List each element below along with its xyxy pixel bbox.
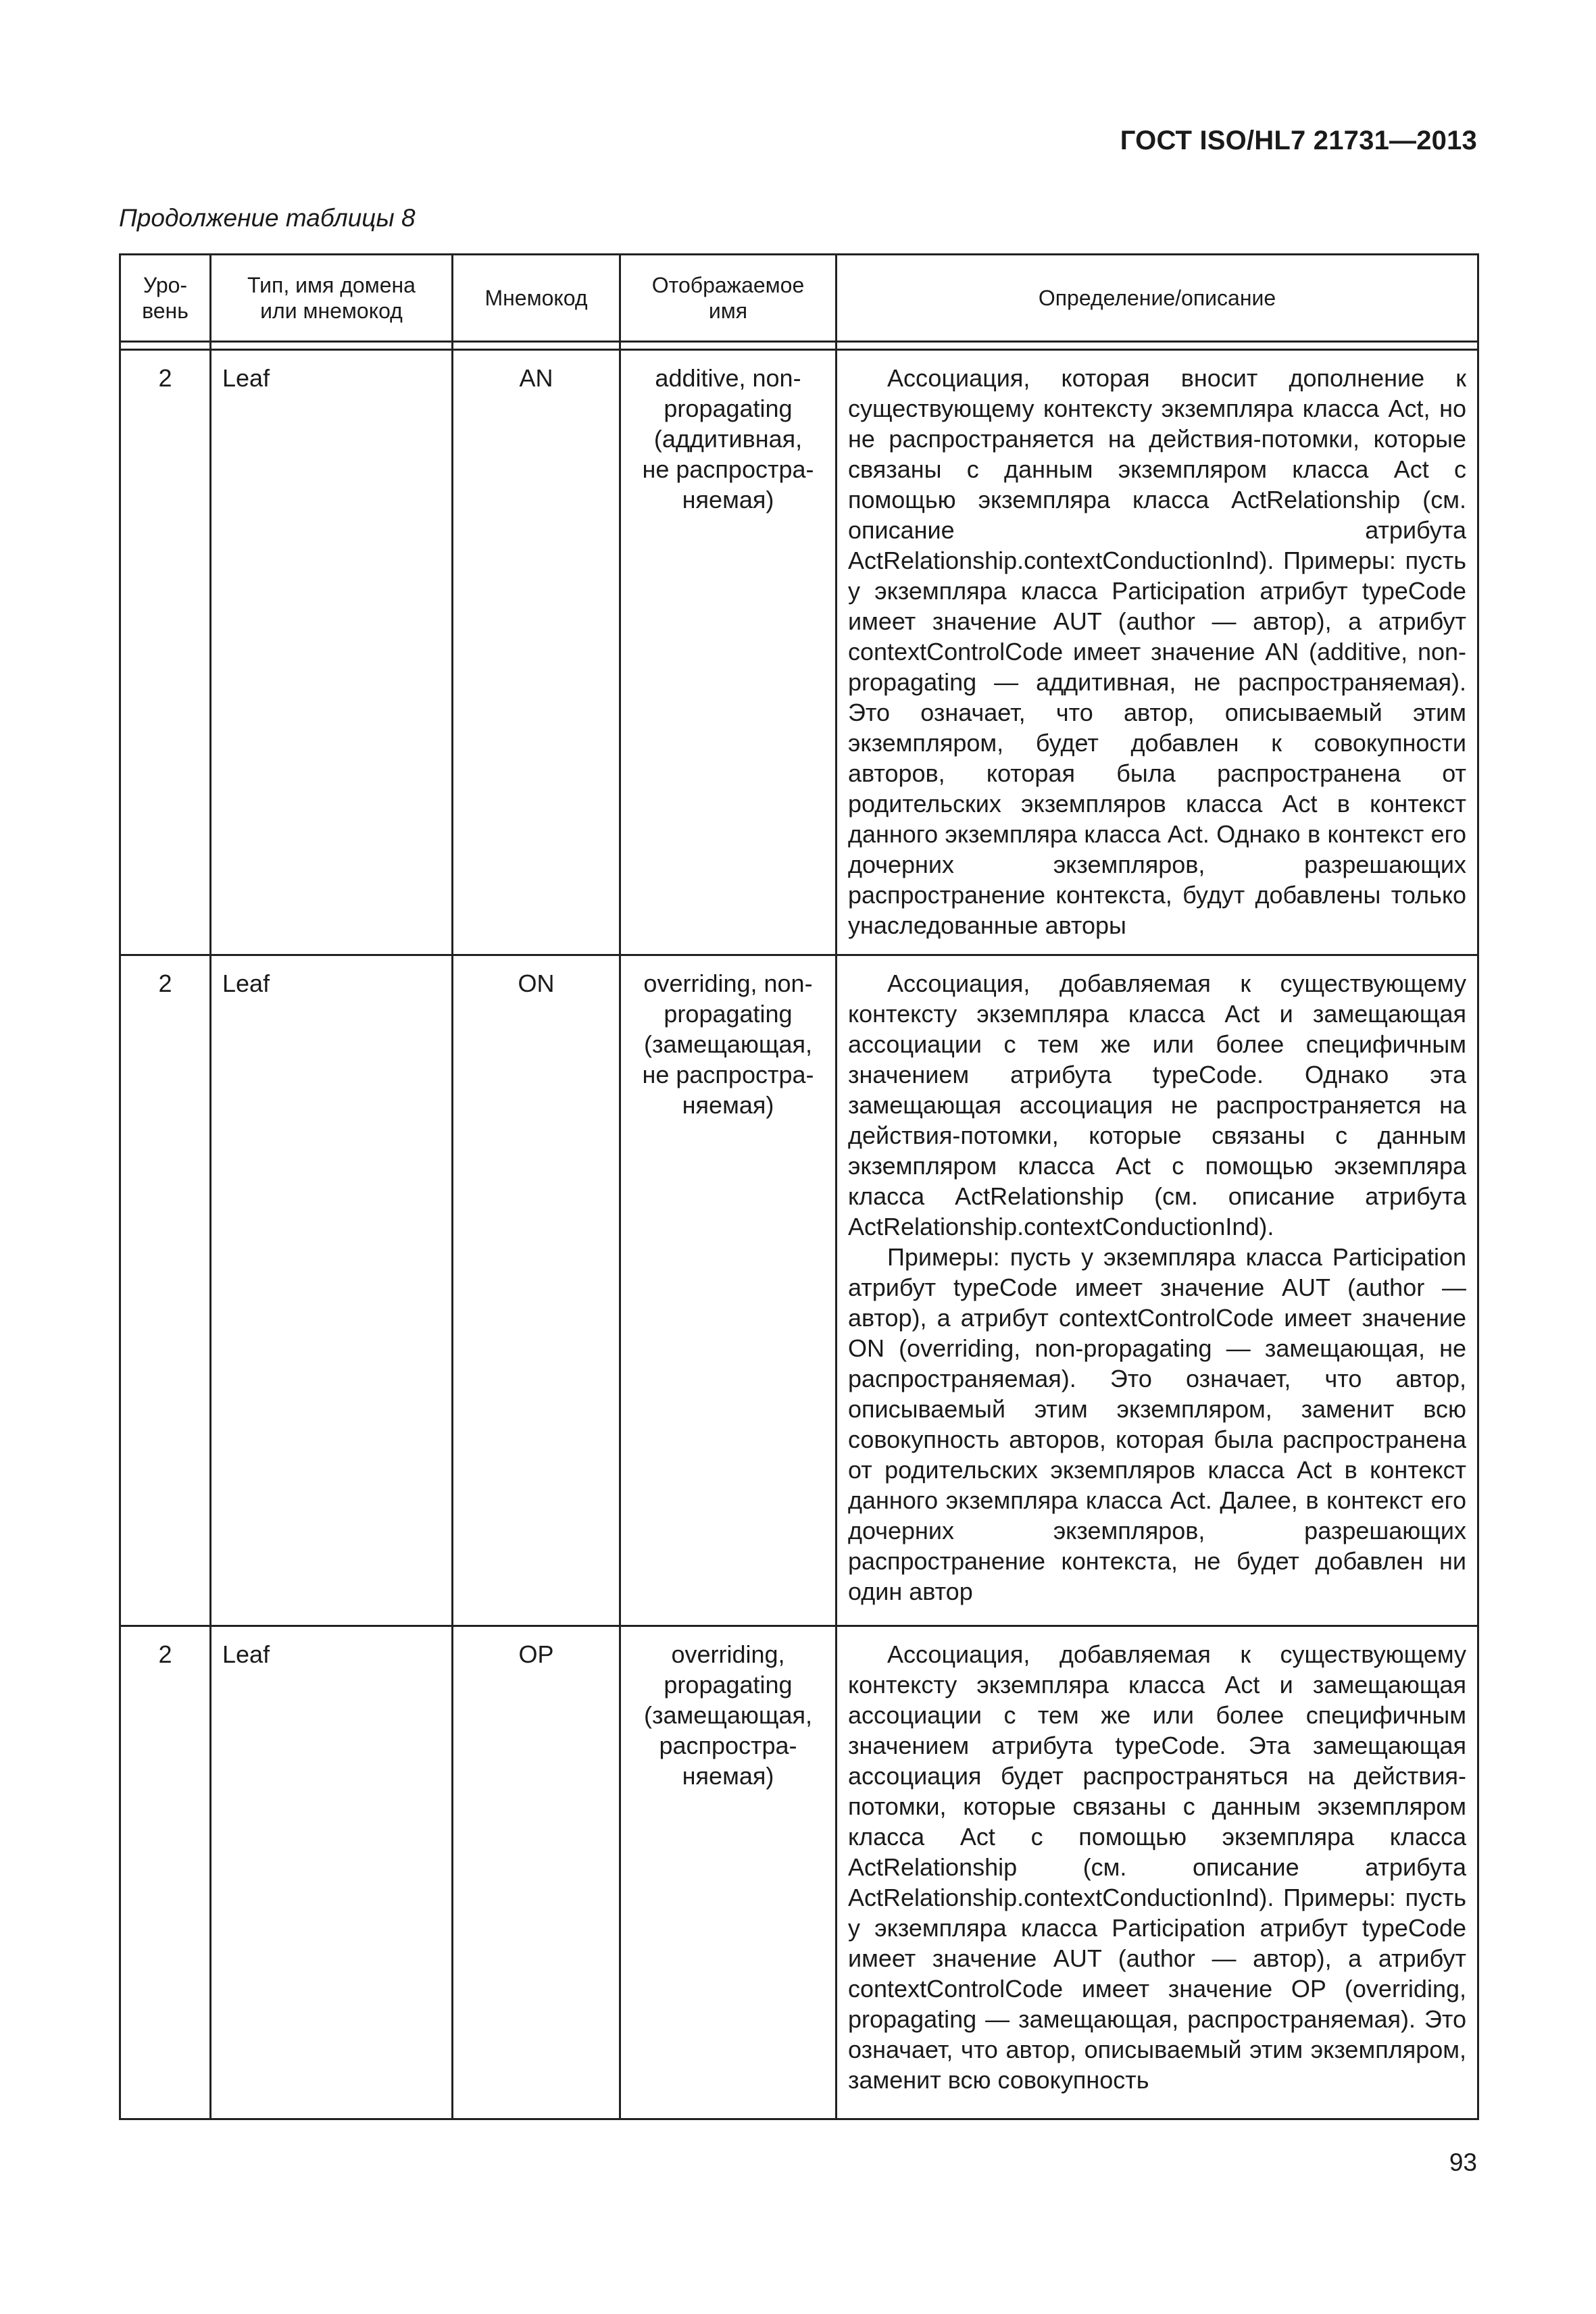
- cell-definition: [837, 1626, 1478, 2119]
- cell-level: 2: [120, 350, 211, 955]
- definition-paragraph: Ассоциация, которая вносит дополнение к существующему контексту экземпляра класса Act, но не распространяется на действия-потомки, которые связаны с данным экземпляром класса Act с помощью экземпляра класса ActRelationship (см. описание атрибута ActRelationship.contextConductionInd). Примеры: пусть у экземпляра класса Participation атрибут typeCode имеет значение AUT (author — автор), а атрибут contextControlCode имеет значение AN (additive, non-propagating — аддитивная, не распространяемая). Это означает, что автор, описываемый этим экземпляром, будет добавлен к совокупности авторов, которая была распространена от родительских экземпляров класса Act в контекст данного экземпляра класса Act. Однако в контекст его дочерних экземпляров, разрешающих распространение контекста, будут добавлены только унаследованные авторы: [848, 364, 1466, 939]
- definition-paragraph: Ассоциация, добавляемая к существующему контексту экземпляра класса Act и замещающая ассоциации с тем же или более специфичным значением атрибута typeCode. Однако эта замещающая ассоциация не распространяется на действия-потомки, которые связаны с данным экземпляром класса Act с помощью экземпляра класса ActRelationship (см. описание атрибута ActRelationship.contextConductionInd).: [848, 970, 1466, 1240]
- definition-paragraph: Ассоциация, добавляемая к существующему контексту экземпляра класса Act и замещающая ассоциации с тем же или более специфичным значением атрибута typeCode. Эта замещающая ассоциация будет распространяться на действия-потомки, которые связаны с данным экземпляром класса Act с помощью экземпляра класса ActRelationship (см. описание атрибута ActRelationship.contextConductionInd). Примеры: пусть у экземпляра класса Participation атрибут typeCode имеет значение AUT (author — автор), а атрибут contextControlCode имеет значение OP (overriding, propagating — замещающая, распространяемая). Это означает, что автор, описываемый этим экземпляром, заменит всю совокупность: [848, 1640, 1466, 2094]
- header-double-rule: [120, 342, 1478, 350]
- standard-designation: ГОСТ ISO/HL7 21731—2013: [1120, 126, 1477, 155]
- column-header-type: Тип, имя домена или мнемокод: [211, 255, 453, 342]
- cell-display-name: overriding, propagating (замещающая, распростра- няемая): [620, 1626, 837, 2119]
- cell-display-name: overriding, non- propagating (замещающая, не распростра- няемая): [620, 955, 837, 1626]
- cell-level: 2: [120, 955, 211, 1626]
- cell-mnemonic: ON: [453, 955, 620, 1626]
- cell-type: Leaf: [211, 350, 453, 955]
- column-header-display-name: Отображаемое имя: [620, 255, 837, 342]
- table-header-row: [120, 255, 1478, 342]
- cell-mnemonic: OP: [453, 1626, 620, 2119]
- page-number: 93: [1449, 2148, 1477, 2176]
- column-header-definition: Определение/описание: [837, 255, 1478, 342]
- table-row: [120, 1626, 1478, 2119]
- column-header-level: Уро- вень: [120, 255, 211, 342]
- cell-mnemonic: AN: [453, 350, 620, 955]
- cell-definition: [837, 955, 1478, 1626]
- definition-paragraph: Примеры: пусть у экземпляра класса Participation атрибут typeCode имеет значение AUT (author — автор), а атрибут contextControlCode имеет значение ON (overriding, non-propagating — замещающая, не распространяемая). Это означает, что автор, описываемый этим экземпляром, заменит всю совокупность авторов, которая была распространена от родительских экземпляров класса Act в контекст данного экземпляра класса Act. Далее, в контекст его дочерних экземпляров, разрешающих распространение контекста, не будет добавлен ни один автор: [848, 1243, 1466, 1605]
- column-header-mnemonic: Мнемокод: [453, 255, 620, 342]
- cell-definition: [837, 350, 1478, 955]
- cell-type: Leaf: [211, 955, 453, 1626]
- cell-level: 2: [120, 1626, 211, 2119]
- table-continuation-caption: Продолжение таблицы 8: [119, 204, 416, 232]
- cell-display-name: additive, non- propagating (аддитивная, не распростра- няемая): [620, 350, 837, 955]
- definitions-table: [119, 253, 1479, 2120]
- cell-type: Leaf: [211, 1626, 453, 2119]
- table-row: [120, 955, 1478, 1626]
- table-row: [120, 350, 1478, 955]
